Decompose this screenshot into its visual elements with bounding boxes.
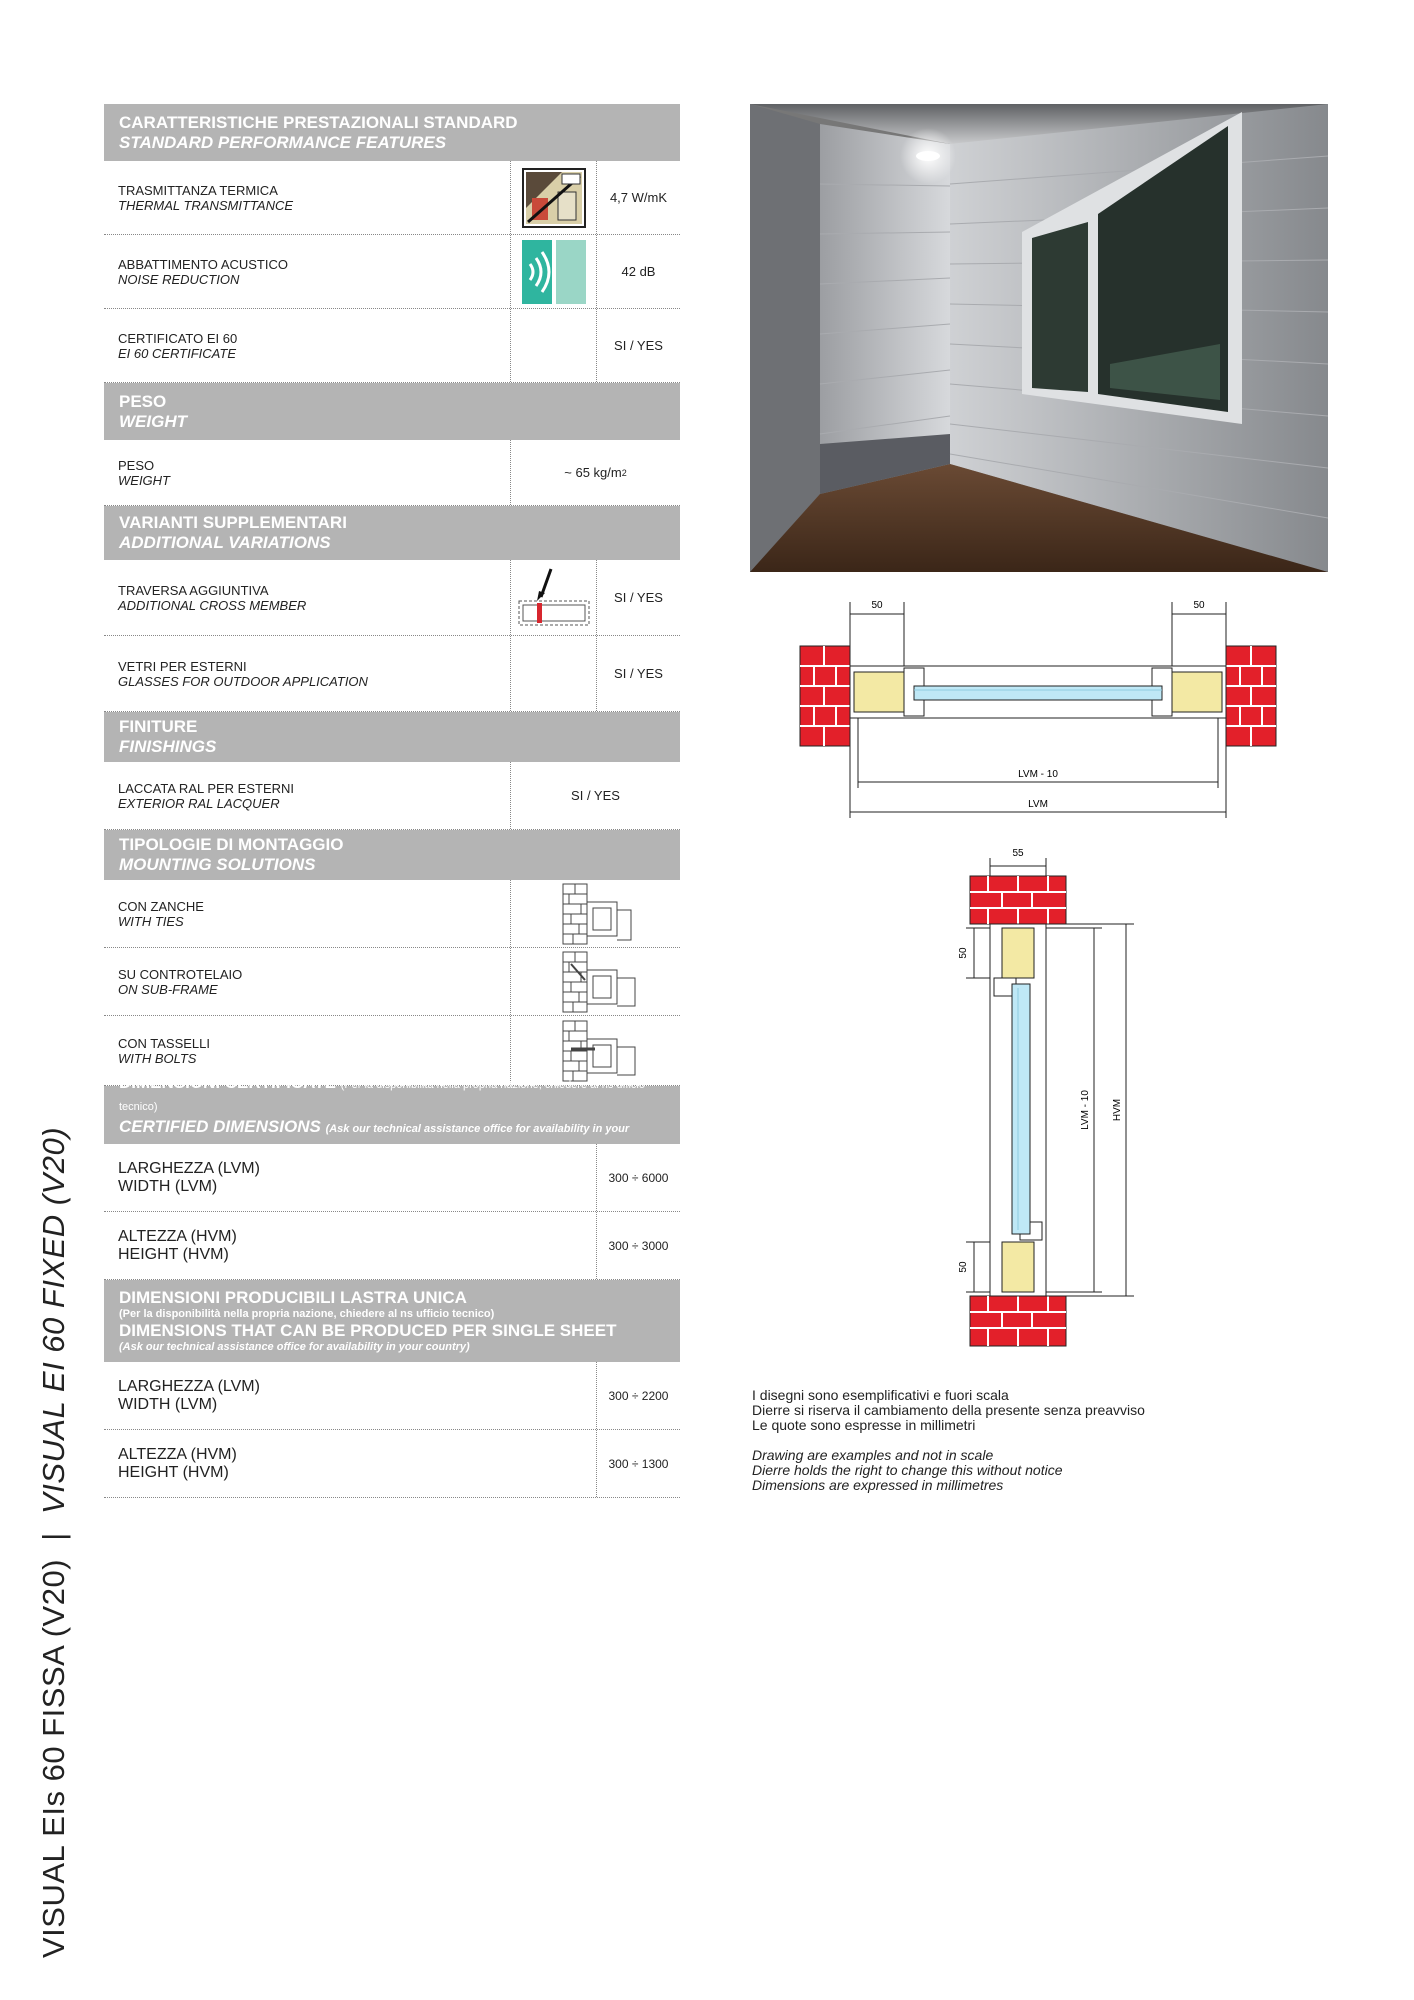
row-label-it: CERTIFICATO EI 60 (118, 330, 238, 346)
dim-label-left: 50 (871, 600, 883, 611)
brick-wall-right (1226, 646, 1276, 746)
row-label-it: PESO (118, 457, 155, 473)
side-title-it: VISUAL EIs 60 FISSA (V20) (36, 1558, 71, 1958)
note-line: Drawing are examples and not in scale (752, 1447, 994, 1463)
brick-wall-top (970, 876, 1066, 924)
row-value (510, 440, 680, 505)
section-header-single-sheet (104, 1280, 680, 1362)
row-label-it: ALTEZZA (HVM) (118, 1227, 237, 1245)
room-photo (750, 104, 1328, 572)
header-note-en: (Ask our technical assistance office for availability in your country) (119, 1123, 630, 1155)
row-label-en: EI 60 CERTIFICATE (118, 345, 236, 361)
thermal-icon (510, 161, 596, 234)
row-value: 4,7 W/mK (596, 161, 680, 234)
sub-frame-mount-icon (561, 950, 641, 1014)
header-title-it: TIPOLOGIE DI MONTAGGIO (119, 835, 344, 854)
row-label-it: SU CONTROTELAIO (118, 966, 243, 982)
header-title-it: FINITURE (119, 717, 198, 736)
header-note-it: (Per la disponibilità nella propria nazione, chiedere al ns ufficio tecnico) (119, 1079, 645, 1113)
section-header-certified (104, 1073, 680, 1155)
weight-unit-exponent: 2 (621, 467, 627, 478)
dim-label-inner: LVM - 10 (1080, 1090, 1091, 1130)
dim-label-inner: LVM - 10 (1018, 769, 1058, 780)
header-title-it: CARATTERISTICHE PRESTAZIONALI STANDARD (119, 112, 518, 132)
table-row (104, 235, 680, 309)
table-row (104, 440, 680, 506)
row-value: SI / YES (596, 560, 680, 635)
dim-label-top: 55 (1012, 848, 1024, 859)
header-title-en: MOUNTING SOLUTIONS (119, 855, 316, 874)
row-value: 300 ÷ 2200 (596, 1362, 680, 1429)
row-value: 300 ÷ 1300 (596, 1430, 680, 1497)
row-label-en: WITH TIES (118, 913, 184, 929)
row-label-it: CON ZANCHE (118, 898, 204, 914)
noise-icon (510, 235, 596, 308)
row-value: 42 dB (596, 235, 680, 308)
header-title-en: FINISHINGS (119, 737, 217, 756)
row-label-en: HEIGHT (HVM) (118, 1463, 229, 1481)
row-label-it: ABBATTIMENTO ACUSTICO (118, 256, 288, 272)
table-row (104, 560, 680, 636)
dim-label-upper: 50 (958, 947, 969, 959)
note-line: Dierre holds the right to change this without notice (752, 1462, 1063, 1478)
row-label-en: ON SUB-FRAME (118, 981, 218, 997)
row-label-en: NOISE REDUCTION (118, 271, 240, 287)
row-label-en: WEIGHT (118, 472, 170, 488)
row-label-en: HEIGHT (HVM) (118, 1245, 229, 1263)
dim-label-outer: LVM (1028, 799, 1048, 810)
note-line: I disegni sono esemplificativi e fuori scala (752, 1387, 1009, 1403)
header-title-en: CERTIFIED DIMENSIONS (119, 1117, 321, 1136)
row-label-en: WITH BOLTS (118, 1050, 197, 1066)
header-title-en: STANDARD PERFORMANCE FEATURES (119, 132, 447, 152)
header-title-en: DIMENSIONS THAT CAN BE PRODUCED PER SINGLE SHEET (119, 1321, 617, 1340)
dim-label-outer: HVM (1112, 1098, 1123, 1122)
row-label-it: LARGHEZZA (LVM) (118, 1377, 260, 1395)
row-value: SI / YES (596, 636, 680, 711)
row-label-it: TRAVERSA AGGIUNTIVA (118, 582, 269, 598)
row-label-en: EXTERIOR RAL LACQUER (118, 795, 280, 811)
table-row (104, 762, 680, 830)
dim-label-lower: 50 (958, 1261, 969, 1273)
section-header-weight (104, 383, 680, 440)
table-row (104, 1430, 680, 1498)
row-value: SI / YES (596, 309, 680, 382)
section-header-variations (104, 506, 680, 560)
section-header-mounting (104, 830, 680, 880)
table-row (104, 1362, 680, 1430)
header-note-it: (Per la disponibilità nella propria nazione, chiedere al ns ufficio tecnico) (119, 1308, 495, 1320)
header-title-it: DIMENSIONI PRODUCIBILI LASTRA UNICA (119, 1288, 467, 1307)
table-row (104, 948, 680, 1016)
row-label-en: WIDTH (LVM) (118, 1395, 218, 1413)
header-title-it: PESO (119, 391, 167, 411)
plan-section-drawing (796, 592, 1280, 832)
header-title-it: DIMENSIONI CERTIFICATE (119, 1073, 336, 1092)
row-label-en: ADDITIONAL CROSS MEMBER (118, 597, 307, 613)
cross-member-icon (510, 560, 596, 635)
brick-wall-bottom (970, 1296, 1066, 1346)
header-title-it: VARIANTI SUPPLEMENTARI (119, 513, 347, 532)
section-header-performance (104, 104, 680, 161)
table-row (104, 1144, 680, 1212)
row-label-en: THERMAL TRANSMITTANCE (118, 197, 294, 213)
header-title-en: WEIGHT (119, 411, 187, 431)
note-line: Dimensions are expressed in millimetres (752, 1477, 1004, 1493)
table-row (104, 161, 680, 235)
weight-value: ~ 65 kg/m (564, 465, 622, 480)
side-title-en: VISUAL EI 60 FIXED (V20) (36, 1126, 71, 1514)
table-row (104, 1212, 680, 1280)
row-label-en: GLASSES FOR OUTDOOR APPLICATION (118, 673, 368, 689)
row-label-it: LACCATA RAL PER ESTERNI (118, 780, 295, 796)
row-value: 300 ÷ 6000 (596, 1144, 680, 1211)
row-label-it: CON TASSELLI (118, 1035, 210, 1051)
ties-mount-icon (561, 882, 641, 946)
spec-table (104, 104, 680, 1498)
table-row (104, 636, 680, 712)
drawing-notes (752, 1388, 1272, 1493)
note-line: Dierre si riserva il cambiamento della presente senza preavviso (752, 1402, 1145, 1418)
header-note-en: (Ask our technical assistance office for availability in your country) (119, 1341, 470, 1353)
side-title-separator: | (36, 1532, 71, 1541)
vertical-section-drawing (958, 848, 1148, 1368)
row-label-it: VETRI PER ESTERNI (118, 658, 247, 674)
brick-wall-left (800, 646, 850, 746)
table-row (104, 309, 680, 383)
row-label-it: LARGHEZZA (LVM) (118, 1159, 260, 1177)
row-label-it: TRASMITTANZA TERMICA (118, 182, 278, 198)
dim-label-right: 50 (1193, 600, 1205, 611)
header-title-en: ADDITIONAL VARIATIONS (119, 533, 331, 552)
section-header-finishings (104, 712, 680, 762)
row-label-en: WIDTH (LVM) (118, 1177, 218, 1195)
row-value: SI / YES (510, 762, 680, 829)
side-title (36, 1127, 72, 1958)
row-value: 300 ÷ 3000 (596, 1212, 680, 1279)
note-line: Le quote sono espresse in millimetri (752, 1417, 976, 1433)
row-label-it: ALTEZZA (HVM) (118, 1445, 237, 1463)
table-row (104, 880, 680, 948)
